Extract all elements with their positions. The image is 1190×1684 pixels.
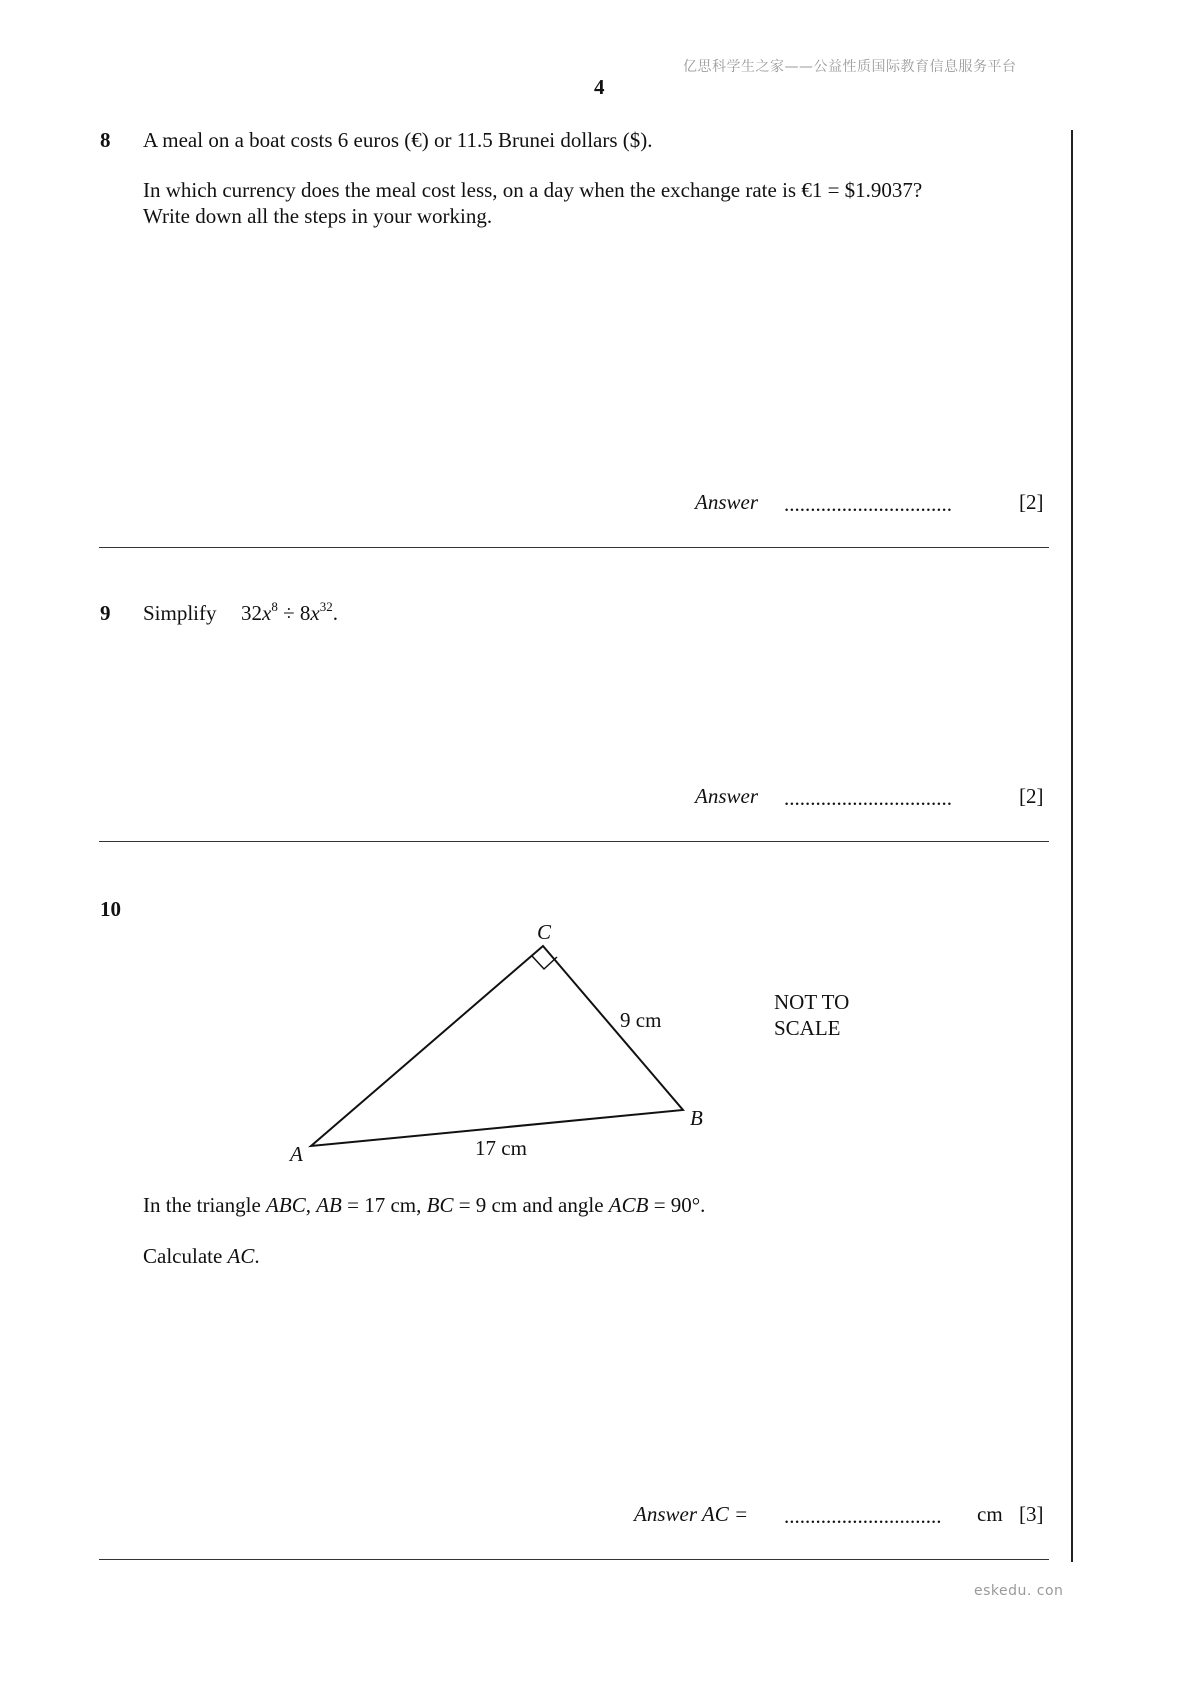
not-to-scale-line1: NOT TO [774,990,850,1014]
question-8-line1: A meal on a boat costs 6 euros (€) or 11.5 Brunei dollars ($). [143,128,653,152]
side-ab-label: 17 cm [475,1136,527,1160]
question-8-number: 8 [100,128,111,152]
question-8-answer-label: Answer [695,490,758,514]
question-10-answer-label: Answer AC = [634,1502,749,1526]
question-10-number: 10 [100,897,121,921]
question-10-units: cm [977,1502,1003,1526]
question-8-line2: In which currency does the meal cost less, on a day when the exchange rate is €1 = $1.9037? [143,178,923,202]
question-10-statement: In the triangle ABC, AB = 17 cm, BC = 9 cm and angle ACB = 90°. [143,1193,706,1217]
question-9-number: 9 [100,601,111,625]
question-10-calculate: Calculate AC. [143,1244,260,1268]
question-10-marks: [3] [1019,1502,1044,1526]
question-9-answer-field[interactable]: ................................ [784,786,952,810]
question-8-line3: Write down all the steps in your working. [143,204,493,228]
vertex-a-label: A [290,1142,303,1166]
question-9-marks: [2] [1019,784,1044,808]
question-9-answer-label: Answer [695,784,758,808]
question-9-expression: $32x^8 \div 8x^{32}$. [241,599,338,625]
triangle-abc [311,946,683,1146]
question-8-marks: [2] [1019,490,1044,514]
side-bc-label: 9 cm [620,1008,662,1032]
watermark-top: 亿思科学生之家——公益性质国际教育信息服务平台 [683,59,1017,75]
not-to-scale-line2: SCALE [774,1016,841,1040]
divider-10 [99,1559,1049,1560]
question-10-answer-field[interactable]: .............................. [784,1504,942,1528]
vertex-c-label: C [537,920,552,944]
question-9-prompt: Simplify [143,601,217,625]
watermark-bottom: eskedu. con [974,1583,1064,1599]
question-8-answer-field[interactable]: ................................ [784,492,952,516]
page-number: 4 [594,75,605,99]
vertex-b-label: B [690,1106,703,1130]
